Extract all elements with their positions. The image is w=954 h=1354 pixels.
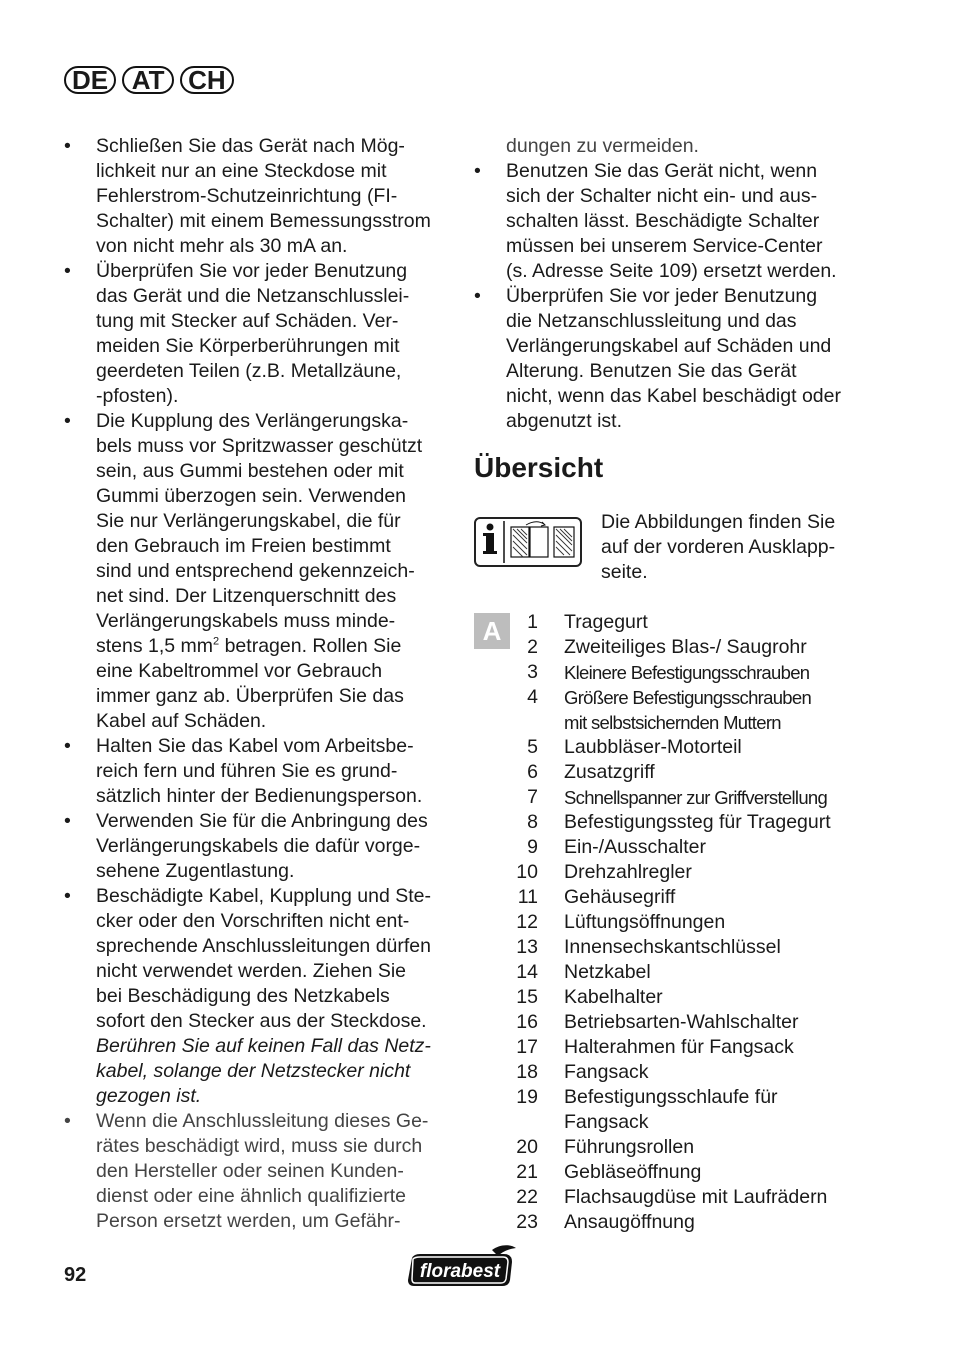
part-label: Betriebsarten-Wahlschalter [564,1011,799,1033]
lang-badge-at: AT [122,66,174,94]
part-number: 3 [527,661,538,683]
part-number: 23 [516,1211,538,1233]
part-label: Befestigungssteg für Tragegurt [564,811,831,833]
part-label: Ansaugöffnung [564,1211,695,1233]
continued-text: dungen zu vermeiden. [506,135,699,157]
part-number: 7 [527,786,538,808]
part-list-item [506,1160,866,1185]
bullet-dot: • [64,1110,71,1132]
part-list-item [506,860,866,885]
part-number: 15 [516,986,538,1008]
language-badges [64,66,234,94]
part-list-item [506,935,866,960]
bullet-item [474,284,874,434]
figure-label-badge: A [474,613,510,649]
part-label: Halterahmen für Fangsack [564,1036,794,1058]
bullet-item [474,159,874,284]
part-number: 10 [516,861,538,883]
part-list-item [506,635,866,660]
part-list-item [506,610,866,635]
bullet-dot: • [64,735,71,757]
bullet-text-part: Die Kupplung des Verlängerungska- bels muss vor Spritzwasser geschützt sein, aus Gummi bestehen oder mit Gummi überzogen sein. Verwenden Sie nur Verlängerungskabel, die für den Gebrauch im Freien bestimmt sind und entsprechend gekennzeich- net sind. Der Litzenquerschnitt des Verlängerungskabels muss minde- stens 1,5 mm [96,410,423,657]
superscript: 2 [213,635,220,648]
bullet-text [96,409,454,734]
part-label: Führungsrollen [564,1136,695,1158]
part-list-item [506,685,866,735]
part-label: Gehäusegriff [564,886,676,908]
part-label: Flachsaugdüse mit Laufrädern [564,1186,828,1208]
info-text: Die Abbildungen finden Sie auf der vorderen Ausklapp- seite. [601,511,836,583]
bullet-text: Überprüfen Sie vor jeder Benutzung das Gerät und die Netzanschlusslei- tung mit Stecker auf Schäden. Ver- meiden Sie Körperberührungen mit geerdeten Teilen (z.B. Metallzäune, -pfosten). [96,260,410,407]
part-list-item [506,660,866,685]
part-list-item [506,1135,866,1160]
part-number: 21 [516,1161,538,1183]
brand-logo [404,1244,520,1290]
bullet-dot: • [474,160,481,182]
bullet-item [64,734,454,809]
part-number: 6 [527,761,538,783]
part-label: Gebläseöffnung [564,1161,702,1183]
part-label: Fangsack [564,1061,649,1083]
part-label: Innensechskantschlüssel [564,936,781,958]
florabest-logo-icon [404,1244,520,1290]
part-number: 20 [516,1136,538,1158]
part-number: 12 [516,911,538,933]
part-number: 8 [527,811,538,833]
part-number: 9 [527,836,538,858]
part-list-item [506,1060,866,1085]
part-list-item [506,760,866,785]
part-number: 5 [527,736,538,758]
part-label: Zweiteiliges Blas-/ Saugrohr [564,636,807,658]
bullet-text: Überprüfen Sie vor jeder Benutzung die Netzanschlussleitung und das Verlängerungskabel auf Schäden und Alterung. Benutzen Sie das Gerät nicht, wenn das Kabel beschädigt oder abgenutzt ist. [506,285,841,432]
parts-list [506,610,866,1235]
part-list-item [506,960,866,985]
bullet-dot: • [474,285,481,307]
part-number: 2 [527,636,538,658]
part-list-item [506,1085,866,1135]
page-number: 92 [64,1264,87,1286]
part-list-item [506,1210,866,1235]
part-number: 4 [527,686,538,708]
bullet-dot: • [64,260,71,282]
part-list-item [506,835,866,860]
bullet-item [64,134,454,259]
section-heading: Übersicht [474,452,604,483]
lang-badge-de: DE [64,66,116,94]
part-label: Kabelhalter [564,986,663,1008]
left-column [64,134,454,1234]
part-number: 14 [516,961,538,983]
part-label: Tragegurt [564,611,648,633]
info-fold-out-icon [474,517,582,567]
part-label: Schnellspanner zur Griffverstellung [564,787,828,808]
bullet-dot: • [64,885,71,907]
part-list-item [506,1010,866,1035]
part-number: 16 [516,1011,538,1033]
bullet-text: Verwenden Sie für die Anbringung des Verlängerungskabels die dafür vorge- sehene Zugentlastung. [96,810,428,882]
bullet-dot: • [64,810,71,832]
bullet-text: Wenn die Anschlussleitung dieses Ge- rätes beschädigt wird, muss sie durch den Hersteller oder seinen Kunden- dienst oder eine ähnlich qualifizierte Person ersetzt werden, um Gefähr- [96,1110,429,1232]
part-list-item [506,735,866,760]
part-label: Laubbläser-Motorteil [564,736,742,758]
bullet-dot: • [64,410,71,432]
part-list-item [506,810,866,835]
part-label: Befestigungsschlaufe für Fangsack [564,1086,778,1133]
warning-text: Berühren Sie auf keinen Fall das Netz- kabel, solange der Netzstecker nicht gezogen ist. [96,1035,431,1107]
bullet-text-part: Beschädigte Kabel, Kupplung und Ste- cker oder den Vorschriften nicht ent- sprechende Anschlussleitungen dürfen nicht verwendet werden. Ziehen Sie bei Beschädigung des Netzkabels sofort den Stecker aus der Steckdose. [96,885,431,1032]
part-list-item [506,985,866,1010]
part-number: 19 [516,1086,538,1108]
bullet-item [64,809,454,884]
bullet-item [64,409,454,734]
part-label: Netzkabel [564,961,651,983]
part-list-item [506,885,866,910]
part-label: Lüftungsöffnungen [564,911,726,933]
part-list-item [506,1185,866,1210]
part-label: Zusatzgriff [564,761,655,783]
part-label: Drehzahlregler [564,861,692,883]
bullet-item [64,259,454,409]
brand-wordmark: florabest [419,1261,501,1282]
part-number: 11 [517,886,538,908]
part-list-item [506,910,866,935]
bullet-item [64,884,454,1109]
part-list-item [506,1035,866,1060]
bullet-item [64,1109,454,1234]
bullet-text [96,884,454,1109]
part-number: 13 [516,936,538,958]
part-number: 18 [516,1061,538,1083]
part-number: 22 [516,1186,538,1208]
part-list-item [506,785,866,810]
bullet-text-part: betragen. Rollen Sie eine Kabeltrommel vor Gebrauch immer ganz ab. Überprüfen Sie das Kabel auf Schäden. [96,635,404,732]
part-label: Größere Befestigungsschrauben mit selbstsichernden Muttern [564,687,812,733]
bullet-dot: • [64,135,71,157]
bullet-text: Schließen Sie das Gerät nach Mög- lichkeit nur an eine Steckdose mit Fehlerstrom-Schutzeinrichtung (FI- Schalter) mit einem Bemessungsstrom von nicht mehr als 30 mA an. [96,135,431,257]
part-label: Ein-/Ausschalter [564,836,706,858]
part-label: Kleinere Befestigungsschrauben [564,662,810,683]
bullet-text: Benutzen Sie das Gerät nicht, wenn sich der Schalter nicht ein- und aus- schalten lässt. Beschädigte Schalter müssen bei unserem Service-Center (s. Adresse Seite 109) ersetzt werden. [506,160,837,282]
bullet-text: Halten Sie das Kabel vom Arbeitsbe- reich fern und führen Sie es grund- sätzlich hinter der Bedienungsperson. [96,735,423,807]
fold-out-page-icon [476,519,580,565]
part-number: 17 [516,1036,538,1058]
right-column [474,134,874,434]
part-number: 1 [527,611,538,633]
lang-badge-ch: CH [180,66,234,94]
